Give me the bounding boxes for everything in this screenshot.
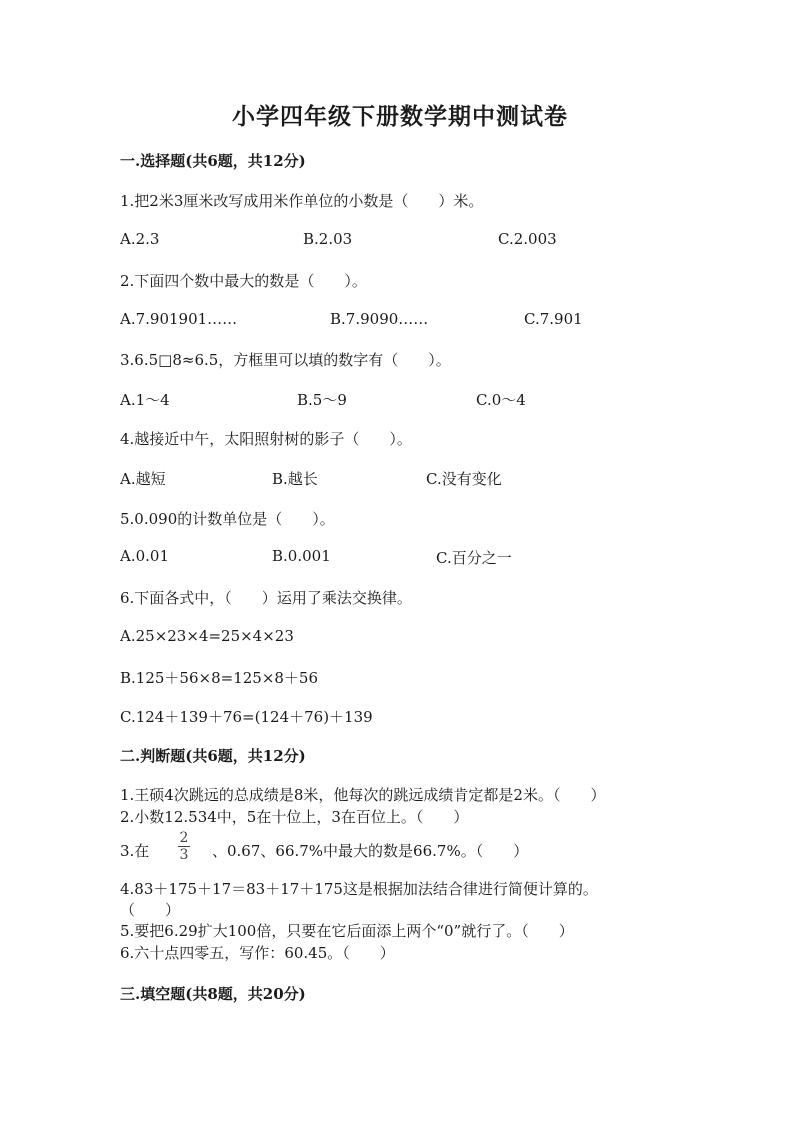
fraction-two-thirds: [177, 830, 191, 863]
option-6b: B.125＋56×8=125×8＋56: [120, 669, 319, 687]
judgement-3-rest: 、0.67、66.7%中最大的数是66.7%。（ ）: [212, 842, 529, 860]
option-3a: A.1～4: [120, 391, 170, 409]
judgement-3-lead: 3.在: [120, 842, 150, 860]
fraction-numerator: 2: [179, 830, 189, 846]
option-6c: C.124＋139＋76=(124＋76)＋139: [120, 708, 373, 726]
option-2c: C.7.901: [524, 310, 583, 328]
option-3b: B.5～9: [297, 391, 347, 409]
question-2: 2.下面四个数中最大的数是（ ）。: [120, 272, 367, 290]
option-2a: A.7.901901……: [120, 310, 238, 328]
option-1a: A.2.3: [120, 230, 160, 248]
section-heading-fill: 三.填空题(共8题，共20分): [120, 985, 306, 1003]
fraction-denominator: 3: [179, 847, 189, 863]
option-1c: C.2.003: [498, 230, 557, 248]
judgement-1: 1.王硕4次跳远的总成绩是8米，他每次的跳远成绩肯定都是2米。（ ）: [120, 786, 606, 804]
question-5: 5.0.090的计数单位是（ ）。: [120, 510, 335, 528]
option-1b: B.2.03: [303, 230, 353, 248]
question-4: 4.越接近中午，太阳照射树的影子（ ）。: [120, 430, 412, 448]
page-title: 小学四年级下册数学期中测试卷: [232, 103, 568, 130]
question-6: 6.下面各式中，（ ）运用了乘法交换律。: [120, 589, 412, 607]
option-4a: A.越短: [120, 470, 166, 488]
judgement-4-bracket: （ ）: [120, 901, 181, 919]
option-5c: C.百分之一: [436, 549, 512, 567]
judgement-4: 4.83＋175＋17＝83＋17＋175这是根据加法结合律进行简便计算的。: [120, 880, 598, 898]
section-heading-choice: 一.选择题(共6题，共12分): [120, 152, 306, 170]
judgement-6: 6.六十点四零五，写作：60.45。（ ）: [120, 944, 395, 962]
judgement-2: 2.小数12.534中，5在十位上，3在百位上。（ ）: [120, 808, 469, 826]
option-6a: A.25×23×4=25×4×23: [120, 627, 294, 645]
option-4b: B.越长: [272, 470, 318, 488]
question-3: 3.6.5□8≈6.5，方框里可以填的数字有（ ）。: [120, 351, 451, 369]
option-2b: B.7.9090……: [330, 310, 429, 328]
question-1: 1.把2米3厘米改写成用米作单位的小数是（ ）米。: [120, 192, 484, 210]
option-3c: C.0～4: [476, 391, 526, 409]
option-5b: B.0.001: [272, 547, 331, 565]
option-4c: C.没有变化: [426, 470, 502, 488]
judgement-5: 5.要把6.29扩大100倍，只要在它后面添上两个“0”就行了。（ ）: [120, 922, 574, 940]
option-5a: A.0.01: [120, 547, 169, 565]
section-heading-judgement: 二.判断题(共6题，共12分): [120, 747, 306, 765]
